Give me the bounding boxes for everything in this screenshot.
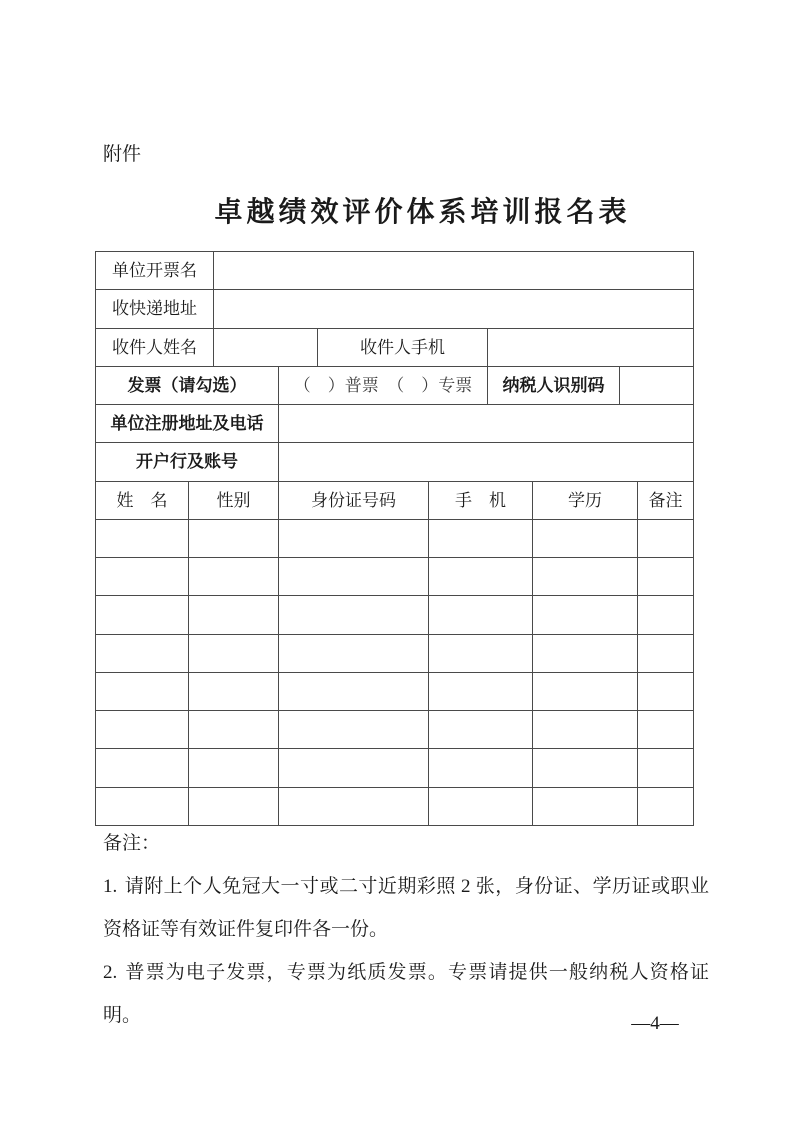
table-cell-name (96, 673, 189, 710)
table-cell-name (96, 711, 189, 748)
registered-address-label: 单位注册地址及电话 (96, 405, 279, 442)
note-item-2-text: 普票为电子发票，专票为纸质发票。专票请提供一般纳税人资格证明。 (103, 962, 709, 1026)
table-cell-remarks (638, 520, 693, 557)
header-name: 姓 名 (96, 482, 189, 519)
row-invoice-type (96, 367, 693, 405)
table-cell-education (533, 711, 638, 748)
note-item-1-text: 请附上个人免冠大一寸或二寸近期彩照 2 张，身份证、学历证或职业资格证等有效证件复印件各一份。 (103, 876, 709, 940)
table-cell-mobile (429, 788, 533, 825)
table-cell-id-number (279, 635, 429, 672)
row-registered-address (96, 405, 693, 443)
header-mobile: 手 机 (429, 482, 533, 519)
table-cell-id-number (279, 520, 429, 557)
table-empty-row (96, 711, 693, 749)
table-cell-mobile (429, 711, 533, 748)
table-cell-gender (189, 635, 279, 672)
table-cell-gender (189, 788, 279, 825)
delivery-address-label: 收快递地址 (96, 290, 214, 327)
form-title: 卓越绩效评价体系培训报名表 (214, 196, 631, 227)
row-recipient (96, 329, 693, 367)
table-empty-row (96, 635, 693, 673)
table-cell-remarks (638, 673, 693, 710)
table-empty-row (96, 788, 693, 825)
table-cell-education (533, 749, 638, 786)
row-invoice-name (96, 252, 693, 290)
attachment-label: 附件 (103, 144, 142, 165)
table-cell-id-number (279, 558, 429, 595)
table-cell-remarks (638, 596, 693, 633)
delivery-address-input-cell (214, 290, 693, 327)
header-remarks: 备注 (648, 490, 683, 510)
header-gender: 性别 (189, 482, 279, 519)
table-cell-id-number (279, 596, 429, 633)
table-cell-gender (189, 711, 279, 748)
table-cell-gender (189, 749, 279, 786)
table-cell-mobile (429, 673, 533, 710)
table-cell-remarks (638, 788, 693, 825)
table-cell-name (96, 635, 189, 672)
recipient-mobile-input-cell (488, 329, 693, 366)
page-number: —4— (631, 1013, 679, 1034)
table-cell-name (96, 788, 189, 825)
recipient-mobile-label: 收件人手机 (318, 329, 488, 366)
invoice-name-label: 单位开票名 (96, 252, 214, 289)
table-cell-name (96, 596, 189, 633)
table-cell-education (533, 788, 638, 825)
taxpayer-id-input-cell (620, 367, 693, 404)
invoice-select-label: 发票（请勾选） (96, 367, 279, 404)
table-cell-education (533, 596, 638, 633)
row-delivery-address (96, 290, 693, 328)
row-bank-account (96, 443, 693, 481)
notes-section (103, 822, 709, 1037)
invoice-options: （ ）普票 （ ）专票 (279, 367, 488, 404)
table-empty-row (96, 749, 693, 787)
table-cell-name (96, 520, 189, 557)
table-empty-row (96, 673, 693, 711)
invoice-name-input-cell (214, 252, 693, 289)
taxpayer-id-label: 纳税人识别码 (488, 367, 620, 404)
bank-account-label: 开户行及账号 (96, 443, 279, 480)
table-cell-remarks (638, 558, 693, 595)
table-cell-id-number (279, 749, 429, 786)
table-cell-remarks (638, 635, 693, 672)
table-cell-gender (189, 596, 279, 633)
table-cell-mobile (429, 520, 533, 557)
notes-heading: 备注： (103, 833, 161, 854)
table-cell-education (533, 558, 638, 595)
bank-account-input-cell (279, 443, 693, 480)
header-id-number: 身份证号码 (279, 482, 429, 519)
table-cell-remarks (638, 711, 693, 748)
table-empty-row (96, 558, 693, 596)
table-header-row (96, 482, 693, 520)
table-empty-row (96, 596, 693, 634)
table-cell-gender (189, 520, 279, 557)
recipient-name-label: 收件人姓名 (96, 329, 214, 366)
table-cell-education (533, 673, 638, 710)
table-cell-id-number (279, 788, 429, 825)
note-item-2-number: 2. (103, 962, 118, 983)
table-cell-mobile (429, 749, 533, 786)
table-cell-mobile (429, 558, 533, 595)
note-item-1 (103, 865, 709, 951)
table-cell-education (533, 520, 638, 557)
table-cell-id-number (279, 673, 429, 710)
table-empty-row (96, 520, 693, 558)
header-education: 学历 (533, 482, 638, 519)
registered-address-input-cell (279, 405, 693, 442)
note-item-1-number: 1. (103, 876, 118, 897)
table-cell-id-number (279, 711, 429, 748)
table-cell-remarks (638, 749, 693, 786)
table-cell-mobile (429, 596, 533, 633)
table-cell-name (96, 558, 189, 595)
table-cell-name (96, 749, 189, 786)
table-cell-gender (189, 673, 279, 710)
table-cell-mobile (429, 635, 533, 672)
recipient-name-input-cell (214, 329, 318, 366)
table-cell-education (533, 635, 638, 672)
registration-table (95, 251, 694, 826)
table-cell-gender (189, 558, 279, 595)
